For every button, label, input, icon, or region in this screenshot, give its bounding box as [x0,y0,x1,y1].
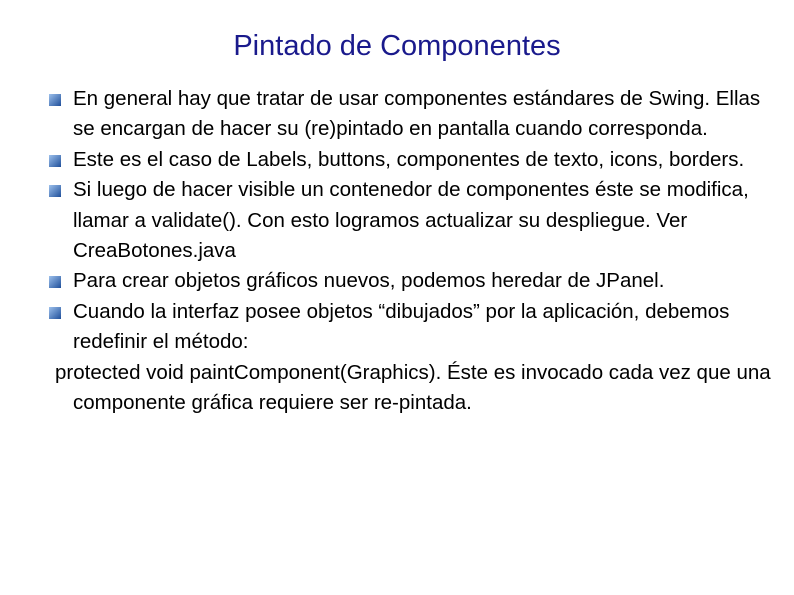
slide-title: Pintado de Componentes [233,30,561,62]
bullet-item [49,145,784,175]
square-bullet-icon [49,307,61,319]
bullet-item [49,84,784,145]
bullet-item [49,175,784,266]
bullet-text: Cuando la interfaz posee objetos “dibujados” por la aplicación, debemos redefinir el método: [73,299,730,354]
bullet-text: Para crear objetos gráficos nuevos, podemos heredar de JPanel. [73,269,665,293]
square-bullet-icon [49,185,61,197]
bullet-text: Este es el caso de Labels, buttons, componentes de texto, icons, borders. [73,147,745,171]
bullet-item [49,297,784,358]
square-bullet-icon [49,94,61,106]
continuation-text: protected void paintComponent(Graphics). Éste es invocado cada vez que una componente gráfica requiere ser re-pintada. [55,360,771,415]
square-bullet-icon [49,276,61,288]
square-bullet-icon [49,155,61,167]
bullet-item [49,266,784,296]
bullet-text: Si luego de hacer visible un contenedor de componentes éste se modifica, llamar a validate(). Con esto logramos actualizar su despliegue. Ver CreaBotones.java [73,178,749,263]
bullet-text: En general hay que tratar de usar componentes estándares de Swing. Ellas se encargan de hacer su (re)pintado en pantalla cuando corresponda. [73,87,761,141]
slide-body [49,84,784,418]
